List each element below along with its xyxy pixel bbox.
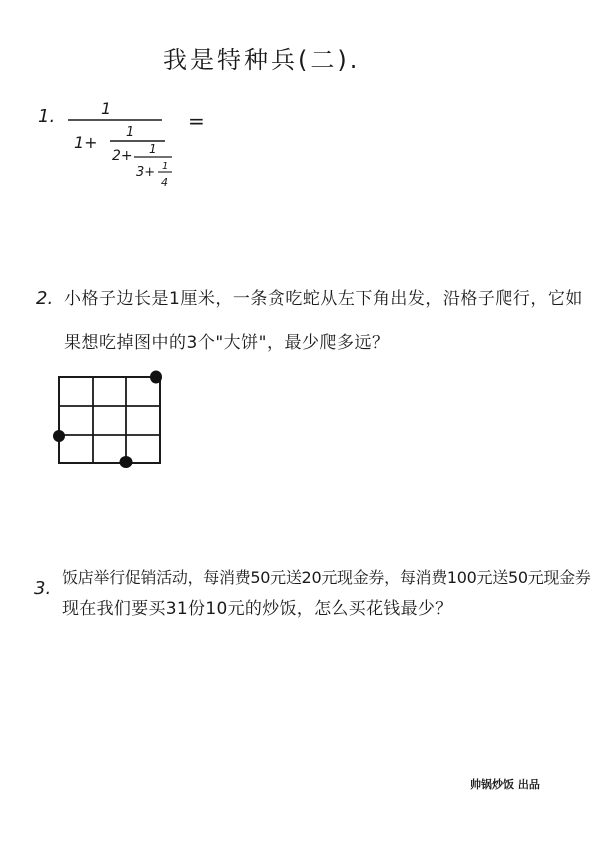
question-2-number: 2.	[36, 288, 54, 309]
question-1-number: 1.	[38, 106, 56, 127]
fraction-numerator-3: 1	[149, 142, 157, 156]
cake-dot-bottom	[120, 456, 133, 468]
question-2-line-2: 果想吃掉图中的3个"大饼"，最少爬多远？	[64, 333, 390, 353]
fraction-numerator-1: 1	[101, 99, 112, 118]
question-2-line-1: 小格子边长是1厘米，一条贪吃蛇从左下角出发，沿格子爬行，它如	[64, 289, 583, 309]
fraction-numerator-4: 1	[162, 161, 169, 172]
fraction-numerator-2: 1	[126, 125, 135, 140]
question-3-line-1: 饭店举行促销活动，每消费50元送20元现金券，每消费100元送50元现金券	[62, 568, 591, 587]
worksheet-title: 我是特种兵(二).	[163, 46, 361, 74]
cake-dot-left	[53, 430, 65, 442]
fraction-denominator-4: 4	[161, 176, 168, 189]
question-3-line-2: 现在我们要买31份10元的炒饭，怎么买花钱最少？	[62, 599, 453, 619]
fraction-term-2: 2+	[112, 148, 133, 164]
fraction-term-3: 3+	[136, 165, 156, 180]
question-3-number: 3.	[34, 578, 52, 599]
credit-text: 帅锅炒饭 出品	[470, 778, 540, 791]
grid-border	[59, 377, 160, 463]
equals-sign: =	[188, 109, 205, 133]
cake-dot-top-right	[150, 371, 162, 384]
fraction-term-1: 1+	[74, 133, 98, 152]
